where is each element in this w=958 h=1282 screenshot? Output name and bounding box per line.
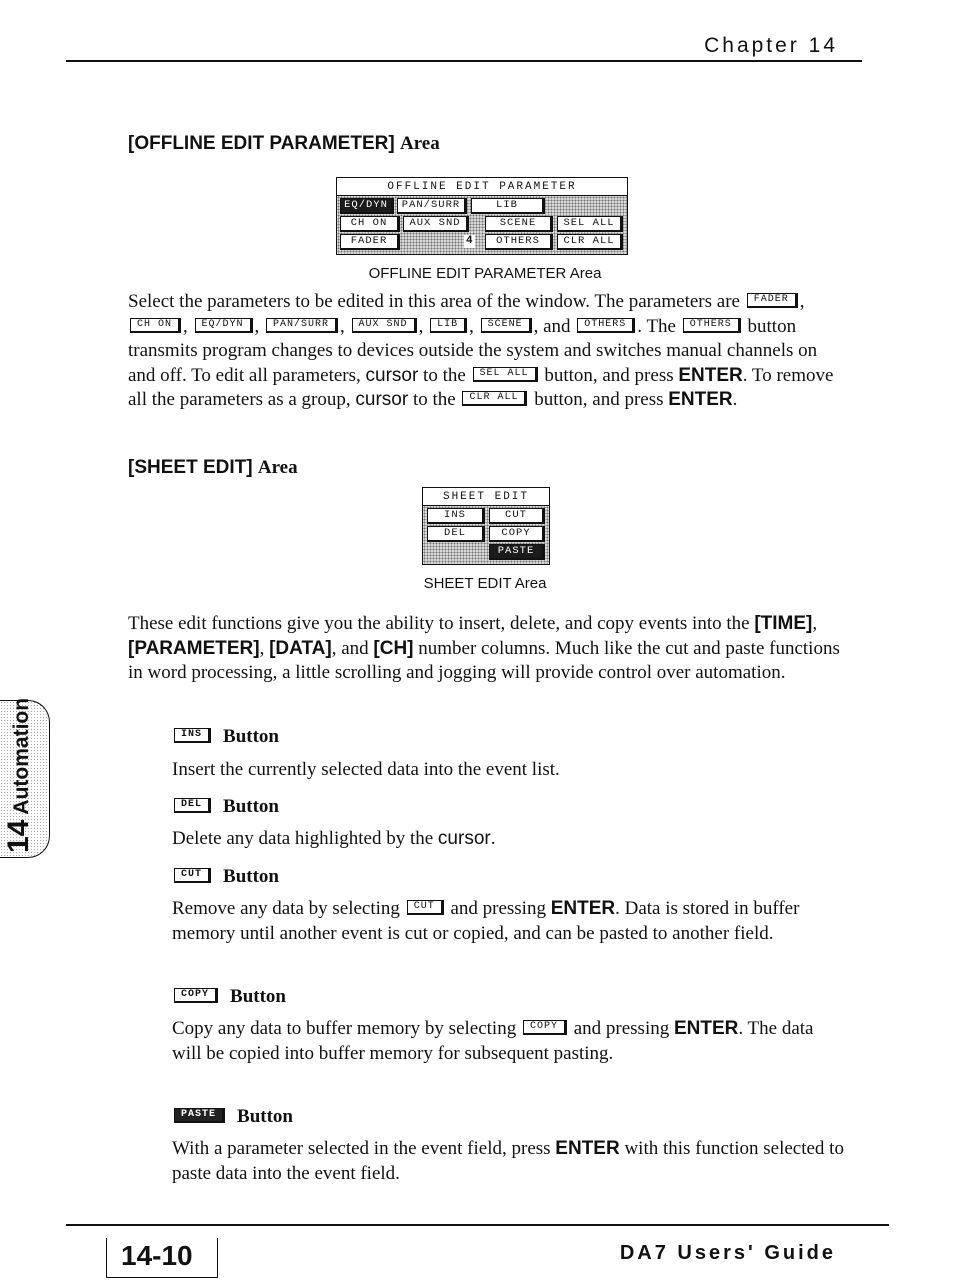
chip-aux-snd: AUX SND <box>352 318 417 333</box>
sheet-caption: SHEET EDIT Area <box>423 575 547 592</box>
panel-others-button[interactable]: OTHERS <box>485 234 553 250</box>
chip-cut: CUT <box>174 868 211 883</box>
panel-ch-on-button[interactable]: CH ON <box>340 216 400 232</box>
panel-ins-button[interactable]: INS <box>427 508 485 524</box>
panel-del-button[interactable]: DEL <box>427 526 485 542</box>
guide-title: DA7 Users' Guide <box>619 1242 836 1264</box>
offline-paragraph: Select the parameters to be edited in this area of the window. The parameters are FADER , CH ON , EQ/DYN , PAN/SURR , AUX SND , LIB , SCENE , and OTHERS . The OTHERS button transmits program changes to devices outside the system and switches manual channels on and off. To edit all parameters, cursor to the SEL ALL button, and press ENTER. To remove all the parameters as a group, cursor to the CLR ALL button, and press ENTER. <box>128 291 834 410</box>
chip-ins: INS <box>174 728 211 743</box>
panel-fader-button[interactable]: FADER <box>340 234 400 250</box>
footer-rule <box>66 1224 889 1226</box>
header-rule <box>66 60 862 62</box>
side-tab-label: Automation <box>10 697 33 815</box>
sheet-edit-panel <box>422 487 550 565</box>
chip-others-2: OTHERS <box>683 318 741 333</box>
chip-eq-dyn: EQ/DYN <box>195 318 253 333</box>
ins-description: Insert the currently selected data into the event list. <box>172 759 560 780</box>
panel-aux-number: 4 <box>466 235 473 247</box>
panel-lib-button[interactable]: LIB <box>471 198 545 214</box>
paste-description: With a parameter selected in the event field, press ENTER with this function selected to paste data into the event field. <box>172 1138 844 1184</box>
panel-eq-dyn-button[interactable]: EQ/DYN <box>340 198 394 214</box>
sheet-heading-word: Area <box>257 457 298 478</box>
side-tab-number: 14 <box>2 819 35 853</box>
chapter-header: Chapter 14 <box>704 34 838 57</box>
chip-others: OTHERS <box>577 318 635 333</box>
offline-heading <box>128 133 440 155</box>
panel-copy-button[interactable]: COPY <box>489 526 545 542</box>
cut-description: Remove any data by selecting CUT and pressing ENTER. Data is stored in buffer memory until another event is cut or copied, and can be pasted to another field. <box>172 898 800 944</box>
chip-paste: PASTE <box>174 1108 225 1123</box>
del-button-heading: DEL Button <box>172 796 279 818</box>
offline-caption: OFFLINE EDIT PARAMETER Area <box>368 265 602 282</box>
panel-paste-button[interactable]: PASTE <box>489 544 545 560</box>
chip-del: DEL <box>174 798 211 813</box>
offline-panel-title: OFFLINE EDIT PARAMETER <box>337 178 627 196</box>
sheet-intro-paragraph: These edit functions give you the ability to insert, delete, and copy events into the [TIME], [PARAMETER], [DATA], and [CH] number columns. Much like the cut and paste functions in word processing, a little scrolling and jogging will provide control over automation. <box>128 613 840 683</box>
chip-copy-inline: COPY <box>523 1020 567 1035</box>
offline-heading-bracket: [OFFLINE EDIT PARAMETER] <box>128 133 395 154</box>
copy-button-heading: COPY Button <box>172 986 286 1008</box>
paste-button-heading: PASTE Button <box>172 1106 293 1128</box>
copy-description: Copy any data to buffer memory by selecting COPY and pressing ENTER. The data will be copied into buffer memory for subsequent pasting. <box>172 1018 814 1064</box>
panel-sel-all-button[interactable]: SEL ALL <box>557 216 623 232</box>
page-number: 14-10 <box>106 1238 218 1278</box>
sheet-panel-title: SHEET EDIT <box>423 488 549 506</box>
offline-edit-panel <box>336 177 628 255</box>
del-description: Delete any data highlighted by the cursor. <box>172 828 496 849</box>
panel-pan-surr-button[interactable]: PAN/SURR <box>397 198 467 214</box>
chip-scene: SCENE <box>481 318 532 333</box>
sheet-heading-bracket: [SHEET EDIT] <box>128 457 253 478</box>
chip-ch-on: CH ON <box>130 318 181 333</box>
chip-sel-all: SEL ALL <box>473 367 538 382</box>
chip-clr-all: CLR ALL <box>462 391 527 406</box>
cut-button-heading: CUT Button <box>172 866 279 888</box>
ins-button-heading: INS Button <box>172 726 279 748</box>
chapter-side-tab <box>0 697 50 858</box>
offline-heading-word: Area <box>399 133 440 154</box>
panel-scene-button[interactable]: SCENE <box>485 216 553 232</box>
chip-fader: FADER <box>747 293 798 308</box>
chip-copy: COPY <box>174 988 218 1003</box>
panel-clr-all-button[interactable]: CLR ALL <box>557 234 623 250</box>
sheet-heading <box>128 457 298 479</box>
chip-lib: LIB <box>430 318 467 333</box>
chip-pan-surr: PAN/SURR <box>266 318 338 333</box>
chip-cut-inline: CUT <box>407 900 444 915</box>
panel-aux-snd-button[interactable]: AUX SND <box>403 216 469 232</box>
panel-cut-button[interactable]: CUT <box>489 508 545 524</box>
